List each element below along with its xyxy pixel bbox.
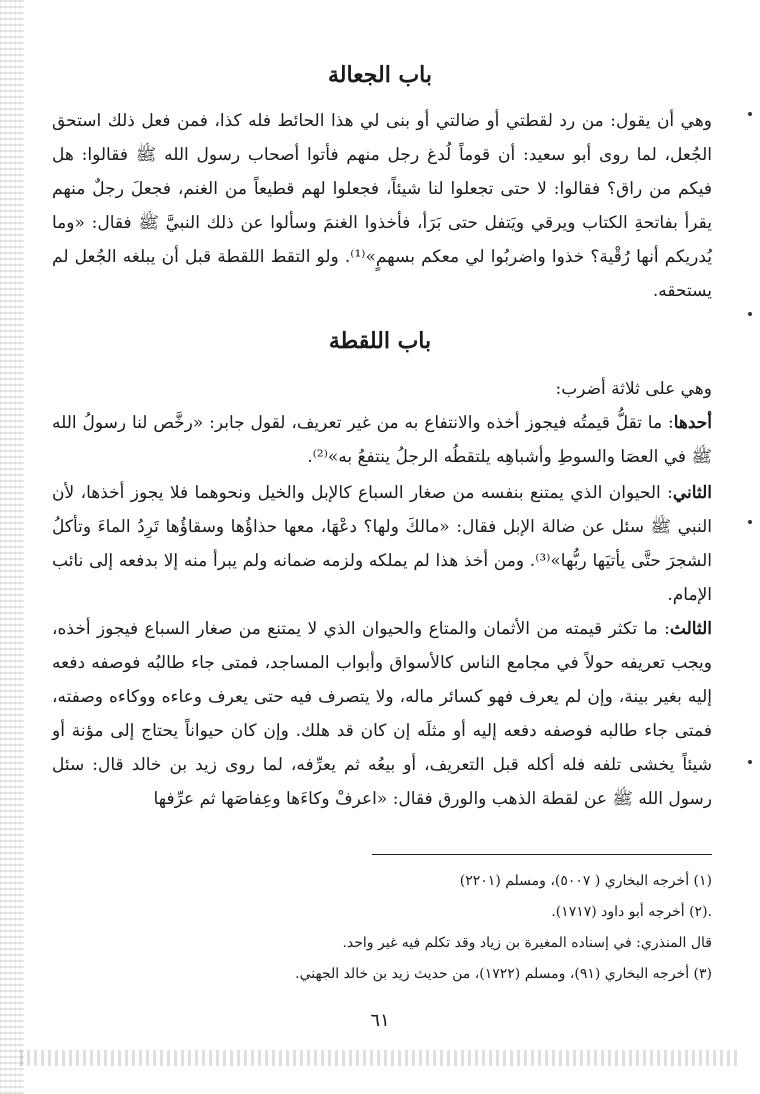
jualah-paragraph: وهي أن يقول: من رد لقطتي أو ضالتي أو بنى لي هذا الحائط فله كذا، فمن فعل ذلك استحق الجُعل، لما روى أبو سعيد: أن قوماً لُدغ رجل منهم فأتوا أصحاب رسول الله ﷺ فقالوا: هل فيكم من راق؟ فقالوا: لا حتى تجعلوا لنا شيئاً، فجعلوا لهم قطيعاً من الغنم، فجعلَ رجلٌ منهم يقرأ بفاتحةِ الكتاب ويرقي ويَتفل حتى بَرَأ، فأخذوا الغنمَ وسألوا عن ذلك النبيَّ ﷺ فقال: «وما يُدريكم أنها رُقْية؟ خذوا واضربُوا لي معكم بسهمٍ»⁽¹⁾. ولو التقط اللقطة قبل أن يبلغه الجُعل لم يستحقه. (52, 111, 713, 301)
luqata-type-two (52, 476, 712, 612)
luqata-type-one (52, 406, 712, 474)
type-three-label: الثالث (669, 619, 712, 639)
footnote-separator (372, 854, 712, 855)
luqata-type-three (52, 612, 712, 816)
type-three-text: : ما تكثر قيمته من الأثمان والمتاع والحيوان الذي لا يمتنع من صغار السباع فيجوز أخذه، ويجب تعريفه حولاً في مجامع الناس كالأسواق وأبواب المساجد، فمتى جاء طالبُه فوصفه دفعه إليه بغير بينة، وإن لم يعرف فهو كسائر ماله، ولا يتصرف فيه حتى يعرف وعاءه ووكاءه وصفته، فمتى جاء طالبه فوصفه دفعه إليه أو مثلَه إن كان قد هلك. وإن كان حيواناً يحتاج إلى مؤنة أو شيئاً يخشى تلفه فله أكله قبل التعريف، أو بيعُه ثم يعرِّفه، لما روى زيد بن خالد قال: سئل رسول الله ﷺ عن لقطة الذهب والورق فقال: «اعرفْ وكاءَها وعِفاصَها ثم عرِّفها (52, 619, 712, 809)
footnote-3: (٣) أخرجه البخاري (٩١)، ومسلم (١٧٢٢)، من حديث زيد بن خالد الجهني. (295, 966, 712, 982)
type-one-text: : ما تقلُّ قيمتُه فيجوز أخذه والانتفاع به من غير تعريف، لقول جابر: «رخَّص لنا رسولُ الله ﷺ في العصَا والسوطِ وأشباهِه يلتقطُه الرجلُ ينتفعُ به»⁽²⁾. (52, 413, 712, 467)
page-number: ٦١ (370, 1010, 390, 1031)
type-two-text: : الحيوان الذي يمتنع بنفسه من صغار السباع كالإبل والخيل ونحوهما فلا يجوز أخذها، لأن النبي ﷺ سئل عن ضالة الإبل فقال: «مالكَ ولها؟ دعْهَا، معها حذاؤُها وسقاؤُها تَرِدُ الماءَ وتأكلُ الشجرَ حتَّى يأتيَها ربُّها»⁽³⁾. ومن أخذ هذا لم يملكه ولزمه ضمانه ولم يبرأ منه إلا بدفعه إلى نائب الإمام. (52, 483, 712, 605)
type-one-label: أحدها (673, 413, 712, 433)
section-heading-luqata: باب اللقطة (328, 328, 432, 354)
footnote-2: .(٢) أخرجه أبو داود (١٧١٧). (551, 904, 712, 920)
section-heading-jualah: باب الجعالة (327, 62, 433, 88)
luqata-intro: وهي على ثلاثة أضرب: (555, 379, 712, 399)
type-two-label: الثاني (672, 483, 712, 503)
page-edge-border (0, 0, 24, 1094)
page-bottom-border (20, 1050, 740, 1066)
footnote-1: (١) أخرجه البخاري ( ٥٠٠٧)، ومسلم (٢٢٠١) (459, 873, 712, 889)
footnote-2-note: قال المنذري: في إسناده المغيرة بن زياد وقد تكلم فيه غير واحد. (342, 935, 712, 951)
